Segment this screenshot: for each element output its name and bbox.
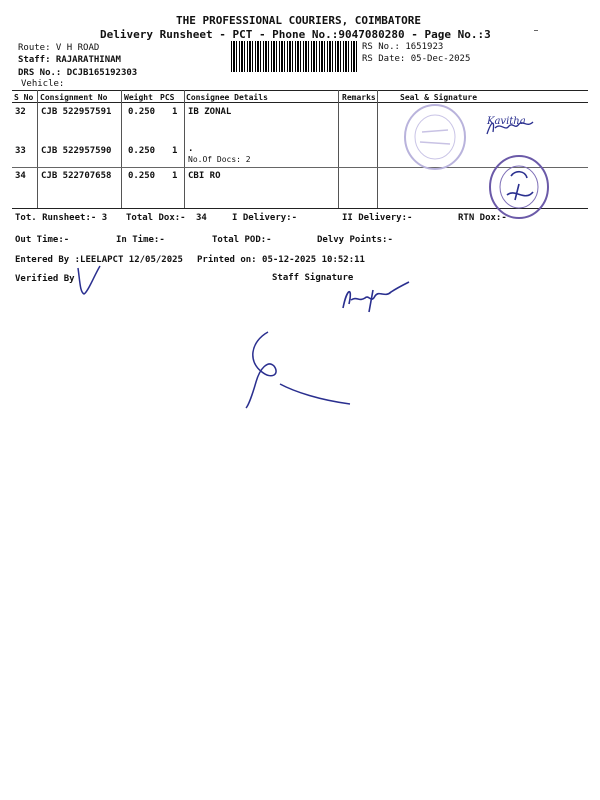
entered-by: Entered By :LEELAPCT 12/05/2025	[15, 255, 183, 265]
row-pcs: 1	[172, 146, 178, 156]
staff-label: Staff: RAJARATHINAM	[18, 55, 121, 65]
col-header-pcs: PCS	[160, 93, 175, 102]
col-header-consignment: Consignment No	[40, 93, 108, 102]
row-consignment: CJB 522707658	[41, 171, 112, 181]
pen-scribble	[240, 322, 360, 412]
column-divider	[338, 90, 339, 208]
rs-number: RS No.: 1651923	[362, 42, 444, 52]
rs-date: RS Date: 05-Dec-2025	[362, 54, 471, 64]
col-header-remarks: Remarks	[342, 93, 376, 102]
vehicle-label: Vehicle:	[21, 79, 65, 89]
row-consignee: .	[188, 144, 194, 154]
total-pod: Total POD:-	[212, 235, 272, 245]
rtn-dox: RTN Dox:-	[458, 213, 507, 223]
runsheet-title: Delivery Runsheet - PCT - Phone No.:9047080280 - Page No.:3	[100, 28, 491, 41]
drs-label: DRS No.: DCJB165192303	[18, 68, 138, 78]
staff-signature	[335, 278, 415, 318]
column-divider	[121, 90, 122, 208]
table-header-rule	[12, 102, 588, 103]
row-pcs: 1	[172, 107, 178, 117]
column-divider	[377, 90, 378, 208]
total-dox-label: Total Dox:-	[126, 213, 186, 223]
verified-signature	[70, 262, 110, 302]
signature-stroke	[534, 30, 538, 31]
barcode	[231, 41, 359, 72]
row-weight: 0.250	[128, 171, 156, 181]
row-sno: 33	[15, 146, 26, 156]
col-header-weight: Weight	[124, 93, 153, 102]
col-header-seal: Seal & Signature	[400, 93, 478, 102]
out-time: Out Time:-	[15, 235, 70, 245]
delvy-points: Delvy Points:-	[317, 235, 393, 245]
row-sno: 34	[15, 171, 26, 181]
seal-stamp-faded	[400, 102, 470, 172]
row-doc-count: No.Of Docs: 2	[188, 155, 251, 164]
table-top-rule	[12, 90, 588, 91]
staff-signature-label: Staff Signature	[272, 273, 354, 283]
tot-runsheet: Tot. Runsheet:- 3	[15, 213, 108, 223]
route-label: Route: V H ROAD	[18, 43, 100, 53]
total-dox-value: 34	[196, 213, 207, 223]
ii-delivery: II Delivery:-	[342, 213, 413, 223]
i-delivery: I Delivery:-	[232, 213, 298, 223]
row-sno: 32	[15, 107, 26, 117]
row-pcs: 1	[172, 171, 178, 181]
column-divider	[184, 90, 185, 208]
row-consignment: CJB 522957590	[41, 146, 112, 156]
printed-on: Printed on: 05-12-2025 10:52:11	[197, 255, 365, 265]
row-weight: 0.250	[128, 107, 156, 117]
row-consignee: CBI RO	[188, 171, 221, 181]
consignee-signature-text: Kavitha	[487, 116, 526, 127]
row-weight: 0.250	[128, 146, 156, 156]
row-consignee: IB ZONAL	[188, 107, 232, 117]
col-header-consignee: Consignee Details	[186, 93, 268, 102]
column-divider	[37, 90, 38, 208]
row-consignment: CJB 522957591	[41, 107, 112, 117]
company-title: THE PROFESSIONAL COURIERS, COIMBATORE	[176, 14, 422, 27]
col-header-sno: S No	[14, 93, 34, 102]
verified-by: Verified By	[15, 274, 75, 284]
in-time: In Time:-	[116, 235, 165, 245]
